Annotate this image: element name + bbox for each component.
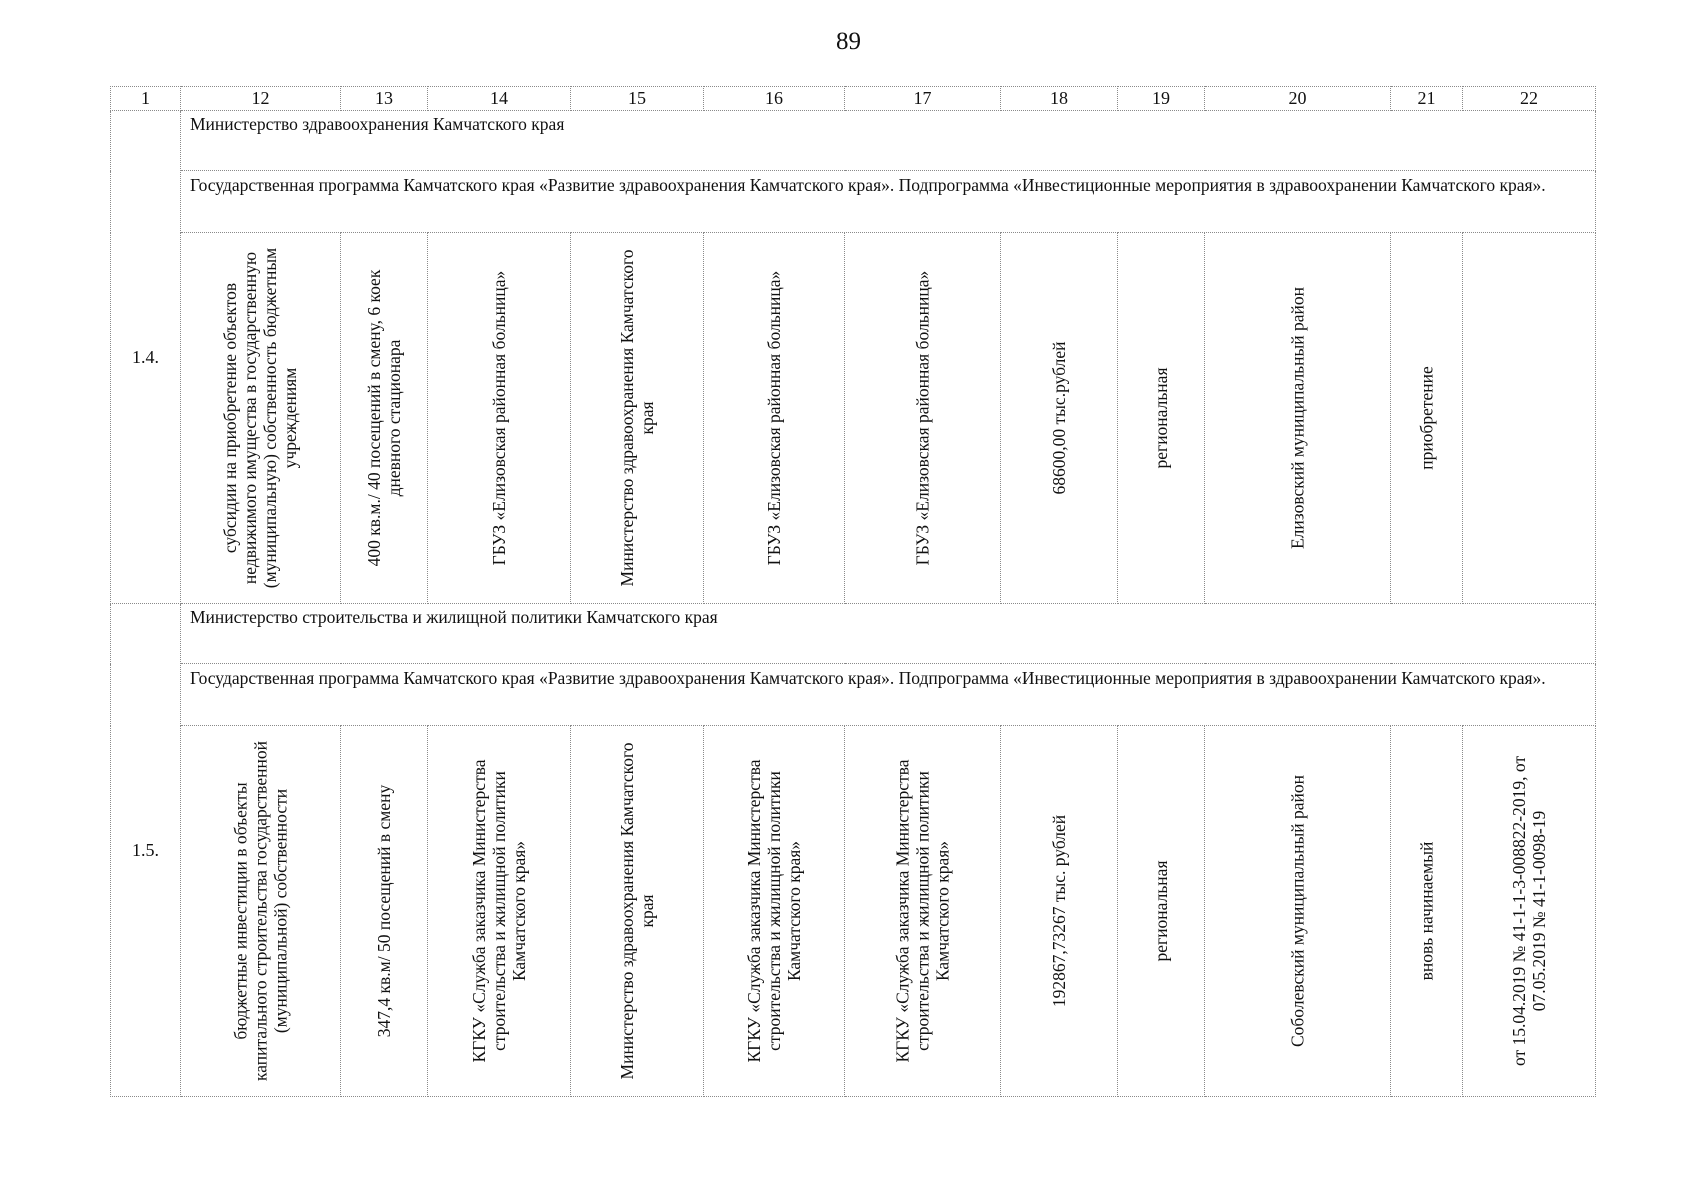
document-table (110, 86, 1596, 1097)
cell-location: Соболевский муниципальный район (1205, 726, 1391, 1097)
column-header: 17 (845, 87, 1001, 111)
cell-documents: от 15.04.2019 № 41-1-1-3-008822-2019, от 07.05.2019 № 41-1-0098-19 (1463, 726, 1596, 1097)
column-header: 13 (341, 87, 428, 111)
cell-significance: региональная (1118, 233, 1205, 604)
column-header: 16 (704, 87, 845, 111)
cell-cost: 68600,00 тыс.рублей (1001, 233, 1118, 604)
row-number: 1.4. (111, 111, 181, 604)
column-header: 22 (1463, 87, 1596, 111)
ministry-row (111, 111, 1596, 171)
cell-capacity: 347,4 кв.м/ 50 посещений в смену (341, 726, 428, 1097)
cell-recipient: ГБУЗ «Елизовская районная больница» (845, 233, 1001, 604)
row-number: 1.5. (111, 604, 181, 1097)
detail-row (111, 726, 1596, 1097)
cell-capacity: 400 кв.м./ 40 посещений в смену, 6 коек дневного стационара (341, 233, 428, 604)
ministry-name: Министерство здравоохранения Камчатского края (181, 111, 1596, 171)
cell-cost: 192867,73267 тыс. рублей (1001, 726, 1118, 1097)
column-header: 21 (1391, 87, 1463, 111)
cell-developer: КГКУ «Служба заказчика Министерства строительства и жилищной политики Камчатского края» (704, 726, 845, 1097)
ministry-row (111, 604, 1596, 664)
program-row (111, 171, 1596, 233)
program-name: Государственная программа Камчатского края «Развитие здравоохранения Камчатского края». Подпрограмма «Инвестиционные мероприятия в здравоохранении Камчатского края». (181, 664, 1596, 726)
cell-customer: ГБУЗ «Елизовская районная больница» (428, 233, 571, 604)
column-header: 15 (571, 87, 704, 111)
column-header: 14 (428, 87, 571, 111)
column-header: 20 (1205, 87, 1391, 111)
cell-customer: КГКУ «Служба заказчика Министерства строительства и жилищной политики Камчатского края» (428, 726, 571, 1097)
cell-recipient: КГКУ «Служба заказчика Министерства строительства и жилищной политики Камчатского края» (845, 726, 1001, 1097)
ministry-name: Министерство строительства и жилищной политики Камчатского края (181, 604, 1596, 664)
detail-row (111, 233, 1596, 604)
cell-documents (1463, 233, 1596, 604)
page-number: 89 (836, 28, 861, 55)
cell-significance: региональная (1118, 726, 1205, 1097)
cell-responsible: Министерство здравоохранения Камчатского края (571, 233, 704, 604)
cell-purpose: субсидии на приобретение объектов недвижимого имущества в государственную (муниципальную) собственность бюджетным учреждениям (181, 233, 341, 604)
cell-developer: ГБУЗ «Елизовская районная больница» (704, 233, 845, 604)
header-row (111, 87, 1596, 111)
cell-purpose: бюджетные инвестиции в объекты капитального строительства государственной (муниципальной) собственности (181, 726, 341, 1097)
column-header: 19 (1118, 87, 1205, 111)
cell-type: приобретение (1391, 233, 1463, 604)
program-name: Государственная программа Камчатского края «Развитие здравоохранения Камчатского края». Подпрограмма «Инвестиционные мероприятия в здравоохранении Камчатского края». (181, 171, 1596, 233)
cell-location: Елизовский муниципальный район (1205, 233, 1391, 604)
column-header: 18 (1001, 87, 1118, 111)
cell-type: вновь начинаемый (1391, 726, 1463, 1097)
cell-responsible: Министерство здравоохранения Камчатского края (571, 726, 704, 1097)
column-header: 12 (181, 87, 341, 111)
column-header: 1 (111, 87, 181, 111)
program-row (111, 664, 1596, 726)
